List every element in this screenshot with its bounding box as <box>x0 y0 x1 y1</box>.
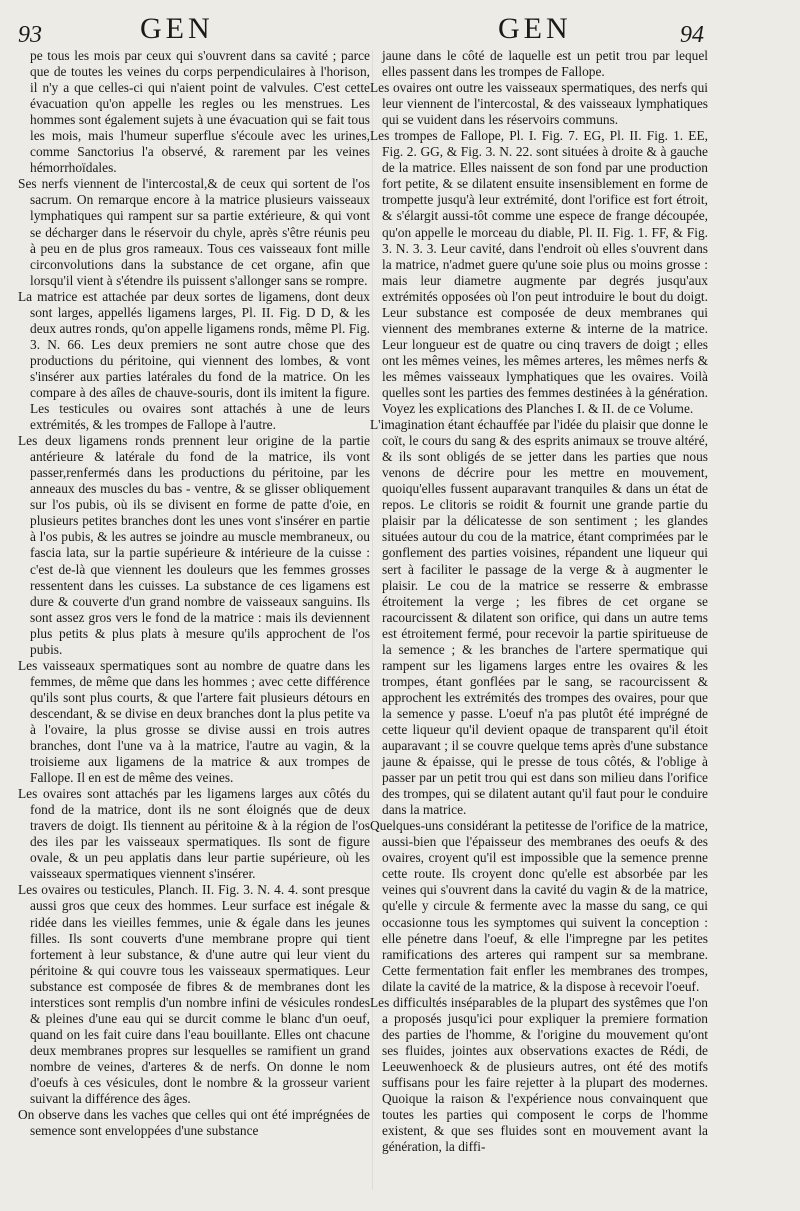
paragraph: Les ovaires ou testicules, Planch. II. Fig. 3. N. 4. 4. sont presque aussi gros que ceux des hommes. Leur surface est inégale & ridée dans les vieilles femmes, unie & égale dans les jeunes filles. Ils sont couverts d'une membrane propre qui tient fortement à leur substance, & d'une autre qui leur vient du péritoine & qui couvre tous les vaisseaux spermatiques. Leur substance est composée de fibres & de membranes dont les interstices sont remplis d'un nombre infini de vésicules rondes & pleines d'une eau qui se durcit comme le blanc d'un oeuf, quand on les fait cuire dans l'eau bouillante. Elles ont chacune deux membranes propres sur lesquelles se ramifient un grand nombre de veines, d'arteres & de nerfs. On donne le nom d'oeufs à ces vésicules, dont le nombre & la grosseur varient suivant la différence des âges. <box>18 882 370 1107</box>
paragraph: pe tous les mois par ceux qui s'ouvrent dans sa cavité ; parce que de toutes les veines du corps perpendiculaires à l'horison, il n'y a que celles-ci qui n'aient point de valvules. C'est cette évacuation qu'on appelle les regles ou les menstrues. Les hommes sont également sujets à une évacuation qui se fait tous les mois, mais l'humeur superflue s'écoule avec les urines, comme Sanctorius l'a observé, & rarement par les veines hémorrhoïdales. <box>30 48 370 176</box>
paragraph: jaune dans le côté de laquelle est un petit trou par lequel elles passent dans les trompes de Fallope. <box>382 48 708 80</box>
paragraph: Les difficultés inséparables de la plupart des systêmes que l'on a proposés jusqu'ici pour expliquer la premiere formation des parties de l'homme, & l'origine du mouvement qu'ont ses fluides, jointes aux observations exactes de Rédi, de Leeuwenhoeck & de plusieurs autres, ont été des motifs suffisans pour les faire rejetter à la plupart des modernes. Quoique la raison & l'expérience nous convainquent que toutes les parties qui composent le corps de l'homme existent, & que ses fluides sont en mouvement avant la génération, la diffi- <box>370 994 708 1155</box>
paragraph: Les deux ligamens ronds prennent leur origine de la partie antérieure & latérale du fond de la matrice, ils vont passer,renfermés dans les productions du péritoine, par les anneaux des muscles du bas - ventre, & se glisser obliquement sur l'os pubis, où ils se divisent en forme de patte d'oie, en plusieurs petites branches dont les unes vont s'insérer en partie à l'os pubis, & les autres se joindre au muscle membraneux, ou fascia lata, sur la partie supérieure & intérieure de la cuisse : c'est de-là que viennent les douleurs que les femmes grosses ressentent dans les cuisses. La substance de ces ligamens est dure & couverte d'un grand nombre de vaisseaux sanguins. Ils sont assez gros vers le fond de la matrice : mais ils deviennent plus petits & plus plats à mesure qu'ils approchent de l'os pubis. <box>18 433 370 657</box>
right-page-number: 94 <box>680 22 704 48</box>
left-page-number: 93 <box>18 22 42 48</box>
paragraph: Les vaisseaux spermatiques sont au nombre de quatre dans les femmes, de même que dans les hommes ; avec cette différence qu'ils sont plus courts, & que l'artere fait plusieurs détours en descendant, & se divise en deux branches dont la plus petite va à l'ovaire, la plus grosse se divise aussi en trois autres branches, dont l'une va à la matrice, l'autre au vagin, & la troisieme aux ligamens de la matrice & aux trompes de Fallope. Il en est de même des veines. <box>18 657 370 786</box>
paragraph: La matrice est attachée par deux sortes de ligamens, dont deux sont larges, appellés ligamens larges, Pl. II. Fig. D D, & les deux autres ronds, qu'on appelle ligamens ronds, même Pl. Fig. 3. N. 66. Les deux premiers ne sont autre chose que des productions du péritoine, qui viennent des lombes, & vont s'insérer aux parties latérales du fond de la matrice. On les compare à des aîles de chauve-souris, dont ils imitent la figure. Les testicules ou ovaires sont attachés à une de leurs extrémités, & les trompes de Fallope à l'autre. <box>18 288 370 433</box>
running-header <box>0 8 800 48</box>
paragraph: L'imagination étant échauffée par l'idée du plaisir que donne le coït, le cours du sang & des esprits animaux se trouve altéré, & ils sont obligés de se jetter dans les parties que nous venons de décrire pour les mettre en mouvement, quoiqu'elles fussent auparavant tranquiles & dans un état de repos. Le clitoris se roidit & fournit une grande partie du plaisir par la délicatesse de son sentiment ; les glandes situées autour du cou de la matrice, étant comprimées par le gonflement des parties voisines, répandent une liqueur qui sert à faciliter le passage de la verge & à augmenter le plaisir. Le cou de la matrice se resserre & embrasse étroitement la verge ; les fibres de cet organe se racourcissent & dilatent son orifice, qui dans un autre tems est étroitement fermé, pour recevoir la partie spiritueuse de la semence ; & les branches de l'artere spermatique qui rampent sur les ligamens larges entre les ovaires & les trompes, étant gonflées par le sang, se racourcissent & approchent les extrémités des trompes des ovaires, pour que la semence y passe. L'oeuf n'a pas plutôt été imprégné de cette liqueur qu'il devient opaque de transparent qu'il étoit auparavant ; il se couvre quelque tems après d'une substance jaune & épaisse, qui le presse de tous côtés, & l'oblige à passer par un petit trou qui est dans son milieu dans l'orifice des trompes, qui se dilatent autant qu'il faut pour le conduire dans la matrice. <box>370 417 708 818</box>
paragraph: Quelques-uns considérant la petitesse de l'orifice de la matrice, aussi-bien que l'épaisseur des membranes des oeufs & des ovaires, croyent qu'il est impossible que la semence prenne cette route. Ils croyent donc qu'elle est absorbée par les veines qui s'ouvrent dans la cavité du vagin & de la matrice, qu'elle y circule & fermente avec la masse du sang, ce qui occasionne tous les symptomes qui suivent la conception : elle pénetre dans l'oeuf, & elle l'impregne par les petites ramifications des arteres qui rampent sur sa membrane. Cette fermentation fait enfler les membranes des trompes, dilate la cavité de la matrice, & la dispose à recevoir l'oeuf. <box>370 818 708 994</box>
left-column <box>18 48 370 1198</box>
paragraph: Ses nerfs viennent de l'intercostal,& de ceux qui sortent de l'os sacrum. On remarque encore à la matrice plusieurs vaisseaux lymphatiques qui rampent sur sa partie extérieure, & qui vont se décharger dans le réservoir du chyle, après s'être réunis peu à peu en de plus gros rameaux. Tous ces vaisseaux font mille circonvolutions dans la substance de cet organe, afin que lorsqu'il vient à s'étendre ils puissent s'allonger sans se rompre. <box>18 176 370 288</box>
paragraph: Les trompes de Fallope, Pl. I. Fig. 7. EG, Pl. II. Fig. 1. EE, Fig. 2. GG, & Fig. 3. N. 22. sont situées à droite & à gauche de la matrice. Elles naissent de son fond par une production fort petite, & se dilatent ensuite insensiblement en forme de trompette jusqu'à leur extrémité, dont l'orifice est fort étroit, & s'élargit aussi-tôt comme une espece de frange découpée, qu'on appelle le morceau du diable, Pl. II. Fig. 1. FF, & Fig. 3. N. 3. 3. Leur cavité, dans l'endroit où elles s'ouvrent dans la matrice, n'admet guere qu'une soie plus ou moins grosse : mais leur diametre augmente par degrés jusqu'aux extrémités opposées où l'on peut introduire le bout du doigt. Leur substance est composée de deux membranes qui viennent des membranes externe & interne de la matrice. Leur longueur est de quatre ou cinq travers de doigt ; elles ont les mêmes veines, les mêmes arteres, les mêmes nerfs & les mêmes vaisseaux lymphatiques que les ovaires. Voilà quelles sont les parties des femmes destinées à la génération. Voyez les explications des Planches I. & II. de ce Volume. <box>370 128 708 417</box>
paragraph: Les ovaires sont attachés par les ligamens larges aux côtés du fond de la matrice, dont ils ne sont éloignés que de deux travers de doigt. Ils tiennent au péritoine & à la région de l'os des iles par les vaisseaux spermatiques. Ils sont de figure ovale, & un peu applatis dans leur partie supérieure, où les vaisseaux spermatiques viennent s'insérer. <box>18 786 370 882</box>
right-running-title: GEN <box>498 12 572 45</box>
left-running-title: GEN <box>140 12 214 45</box>
paragraph: Les ovaires ont outre les vaisseaux spermatiques, des nerfs qui leur viennent de l'intercostal, & des vaisseaux lymphatiques qui se vuident dans les réservoirs communs. <box>370 80 708 128</box>
paragraph: On observe dans les vaches que celles qui ont été imprégnées de semence sont enveloppées d'une substance <box>18 1107 370 1139</box>
right-column <box>370 48 708 1198</box>
